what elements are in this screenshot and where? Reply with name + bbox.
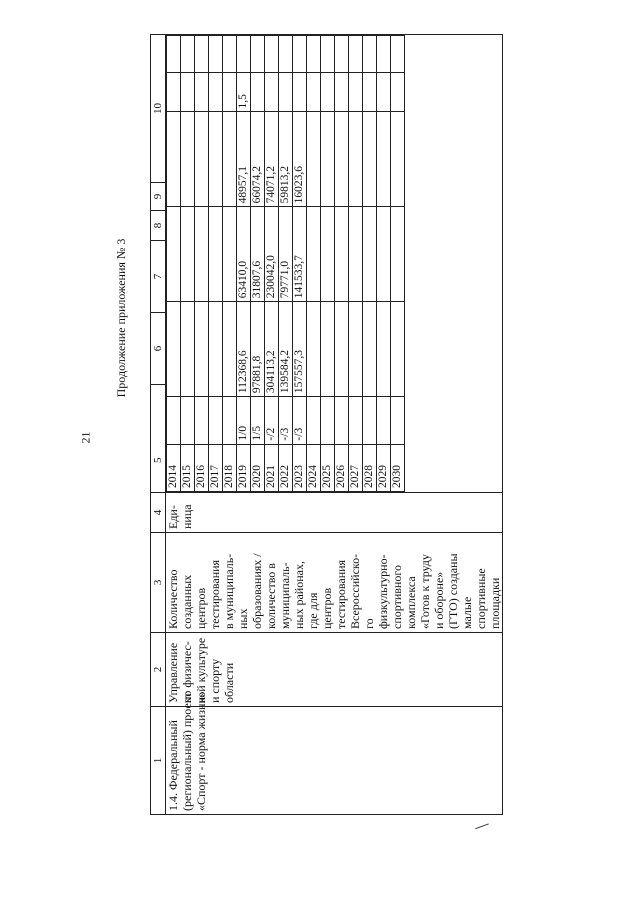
value-cell-7 <box>195 207 209 302</box>
value-cell-10 <box>335 36 349 73</box>
header-col-5: 5 <box>151 385 166 493</box>
value-cell-9 <box>307 72 321 112</box>
indicator-line: тестирования <box>334 559 348 629</box>
value-cell-6: 157557,3 <box>293 302 307 397</box>
year-cell: 2017 <box>209 444 223 491</box>
value-cell-5 <box>391 397 405 444</box>
value-cell-5 <box>195 397 209 444</box>
header-col-8: 8 <box>151 211 166 241</box>
year-row <box>223 36 237 492</box>
value-cell-7 <box>335 207 349 302</box>
value-cell-6 <box>307 302 321 397</box>
year-row <box>279 36 293 492</box>
value-cell-10 <box>377 36 391 73</box>
value-cell-9 <box>335 72 349 112</box>
value-cell-5 <box>363 397 377 444</box>
continuation-title: Продолжение приложения № 3 <box>114 238 128 398</box>
value-cell-8 <box>391 112 405 207</box>
year-cell: 2016 <box>195 444 209 491</box>
year-cell: 2028 <box>363 444 377 491</box>
indicator-line: (ГТО) созданы <box>446 553 460 629</box>
value-cell-10 <box>181 36 195 73</box>
indicator-line: ных районах, <box>292 561 306 629</box>
year-row <box>363 36 377 492</box>
value-cell-5 <box>321 397 335 444</box>
value-cell-5: -/3 <box>293 397 307 444</box>
year-row <box>391 36 405 492</box>
responsible-line: Управление <box>166 642 180 703</box>
year-cell: 2023 <box>293 444 307 491</box>
value-cell-7: 31807,6 <box>251 207 265 302</box>
value-cell-6 <box>335 302 349 397</box>
value-cell-7 <box>391 207 405 302</box>
value-cell-6: 139584,2 <box>279 302 293 397</box>
indicator-line: созданных <box>180 574 194 629</box>
year-row <box>265 36 279 492</box>
value-cell-9 <box>209 72 223 112</box>
responsible-cell <box>166 633 503 707</box>
year-row <box>349 36 363 492</box>
header-col-6: 6 <box>151 313 166 385</box>
value-cell-8 <box>195 112 209 207</box>
value-cell-6 <box>167 302 181 397</box>
value-cell-8: 66074,2 <box>251 112 265 207</box>
header-col-9: 9 <box>151 183 166 211</box>
year-cell: 2021 <box>265 444 279 491</box>
unit-line: ница <box>180 504 194 529</box>
value-cell-8 <box>321 112 335 207</box>
value-cell-7: 230042,0 <box>265 207 279 302</box>
indicator-line: образованиях / <box>250 553 264 629</box>
year-cell: 2029 <box>377 444 391 491</box>
value-cell-8: 59813,2 <box>279 112 293 207</box>
value-cell-9 <box>279 72 293 112</box>
value-cell-5: -/2 <box>265 397 279 444</box>
value-cell-10 <box>391 36 405 73</box>
value-cell-6 <box>377 302 391 397</box>
value-cell-7 <box>223 207 237 302</box>
unit-line: Еди- <box>166 505 180 529</box>
pen-mark <box>473 818 489 829</box>
value-cell-7 <box>363 207 377 302</box>
value-cell-9 <box>251 72 265 112</box>
value-cell-10 <box>279 36 293 73</box>
year-grid <box>166 35 405 492</box>
indicator-line: Количество <box>166 569 180 629</box>
project-name-cell <box>166 691 503 815</box>
responsible-line: кой культуре <box>194 637 208 703</box>
year-cell: 2030 <box>391 444 405 491</box>
value-cell-7 <box>167 207 181 302</box>
indicator-line: малые <box>460 596 474 629</box>
indicator-line: «Готов к труду <box>418 554 432 629</box>
value-cell-10 <box>209 36 223 73</box>
indicator-line: Всероссийско- <box>348 553 362 629</box>
year-row <box>335 36 349 492</box>
value-cell-7 <box>349 207 363 302</box>
indicator-line: физкультурно- <box>376 554 390 629</box>
year-row <box>377 36 391 492</box>
indicator-line: комплекса <box>404 576 418 629</box>
project-name-line: 1.4. Федеральный <box>166 720 180 811</box>
indicator-line: тестирования <box>208 559 222 629</box>
responsible-line: по физичес- <box>180 641 194 703</box>
data-table <box>150 34 503 815</box>
value-cell-6 <box>195 302 209 397</box>
value-cell-6: 304113,2 <box>265 302 279 397</box>
value-cell-7: 63410,0 <box>237 207 251 302</box>
value-cell-10 <box>363 36 377 73</box>
header-col-1: 1 <box>151 707 166 815</box>
year-grid-cell <box>166 35 503 493</box>
value-cell-6: 97881,8 <box>251 302 265 397</box>
value-cell-7: 79771,0 <box>279 207 293 302</box>
value-cell-8 <box>167 112 181 207</box>
value-cell-8 <box>209 112 223 207</box>
year-row <box>293 36 307 492</box>
year-row <box>307 36 321 492</box>
year-cell: 2026 <box>335 444 349 491</box>
value-cell-10 <box>237 36 251 73</box>
project-name-line: «Спорт - норма жизни» <box>194 691 208 811</box>
value-cell-7 <box>307 207 321 302</box>
year-cell: 2024 <box>307 444 321 491</box>
value-cell-7 <box>209 207 223 302</box>
year-cell: 2027 <box>349 444 363 491</box>
value-cell-8: 16023,6 <box>293 112 307 207</box>
year-row <box>181 36 195 492</box>
year-row <box>237 36 251 492</box>
indicator-line: количество в <box>264 563 278 629</box>
year-cell: 2020 <box>251 444 265 491</box>
indicator-line: в муниципаль- <box>222 553 236 629</box>
rotated-table-container <box>150 35 590 815</box>
value-cell-10 <box>195 36 209 73</box>
value-cell-8 <box>377 112 391 207</box>
year-row <box>251 36 265 492</box>
value-cell-5 <box>335 397 349 444</box>
year-cell: 2014 <box>167 444 181 491</box>
value-cell-8: 48957,1 <box>237 112 251 207</box>
page-number: 21 <box>78 431 93 444</box>
project-name-line: (региональный) проект <box>180 692 194 811</box>
value-cell-5 <box>223 397 237 444</box>
year-cell: 2018 <box>223 444 237 491</box>
indicator-line: спортивные <box>474 568 488 629</box>
value-cell-5 <box>167 397 181 444</box>
value-cell-7 <box>321 207 335 302</box>
value-cell-9 <box>391 72 405 112</box>
value-cell-8 <box>181 112 195 207</box>
value-cell-8 <box>363 112 377 207</box>
header-col-10: 10 <box>151 35 166 183</box>
value-cell-6 <box>391 302 405 397</box>
value-cell-9 <box>195 72 209 112</box>
responsible-line: и спорту <box>208 658 222 703</box>
value-cell-10 <box>293 36 307 73</box>
value-cell-10 <box>307 36 321 73</box>
header-row <box>151 35 166 815</box>
value-cell-6 <box>349 302 363 397</box>
header-col-4: 4 <box>151 493 166 533</box>
responsible-line: области <box>222 662 236 703</box>
value-cell-5 <box>377 397 391 444</box>
indicator-cell <box>166 533 503 633</box>
unit-cell <box>166 493 503 533</box>
indicator-line: муниципаль- <box>278 562 292 629</box>
value-cell-10 <box>223 36 237 73</box>
indicator-line: где для <box>306 592 320 629</box>
value-cell-9 <box>181 72 195 112</box>
table-row <box>166 35 503 815</box>
value-cell-10 <box>251 36 265 73</box>
value-cell-10 <box>349 36 363 73</box>
value-cell-5: 1/0 <box>237 397 251 444</box>
value-cell-8 <box>223 112 237 207</box>
value-cell-5 <box>349 397 363 444</box>
value-cell-5 <box>307 397 321 444</box>
indicator-line: ных <box>236 608 250 629</box>
header-col-2: 2 <box>151 633 166 707</box>
value-cell-9 <box>293 72 307 112</box>
header-col-7: 7 <box>151 241 166 313</box>
value-cell-8: 74071,2 <box>265 112 279 207</box>
value-cell-6 <box>321 302 335 397</box>
value-cell-9 <box>265 72 279 112</box>
value-cell-8 <box>349 112 363 207</box>
year-cell: 2015 <box>181 444 195 491</box>
value-cell-9 <box>321 72 335 112</box>
value-cell-6 <box>223 302 237 397</box>
value-cell-9 <box>223 72 237 112</box>
year-cell: 2022 <box>279 444 293 491</box>
indicator-line: го <box>362 618 376 629</box>
year-row <box>167 36 181 492</box>
header-col-3: 3 <box>151 533 166 633</box>
value-cell-9: 1,5 <box>237 72 251 112</box>
value-cell-6 <box>363 302 377 397</box>
value-cell-8 <box>335 112 349 207</box>
indicator-line: центров <box>320 587 334 629</box>
value-cell-6 <box>209 302 223 397</box>
year-cell: 2019 <box>237 444 251 491</box>
value-cell-9 <box>349 72 363 112</box>
value-cell-10 <box>167 36 181 73</box>
value-cell-7 <box>377 207 391 302</box>
value-cell-5: 1/5 <box>251 397 265 444</box>
value-cell-7: 141533,7 <box>293 207 307 302</box>
value-cell-5 <box>181 397 195 444</box>
value-cell-9 <box>363 72 377 112</box>
value-cell-6 <box>181 302 195 397</box>
value-cell-6: 112368,6 <box>237 302 251 397</box>
indicator-line: площадки <box>488 577 502 629</box>
value-cell-10 <box>265 36 279 73</box>
indicator-line: и обороне» <box>432 571 446 629</box>
value-cell-9 <box>377 72 391 112</box>
indicator-line: центров <box>194 587 208 629</box>
value-cell-10 <box>321 36 335 73</box>
value-cell-9 <box>167 72 181 112</box>
value-cell-8 <box>307 112 321 207</box>
value-cell-7 <box>181 207 195 302</box>
year-row <box>195 36 209 492</box>
year-row <box>321 36 335 492</box>
year-cell: 2025 <box>321 444 335 491</box>
year-row <box>209 36 223 492</box>
value-cell-5: -/3 <box>279 397 293 444</box>
indicator-line: спортивного <box>390 565 404 629</box>
value-cell-5 <box>209 397 223 444</box>
